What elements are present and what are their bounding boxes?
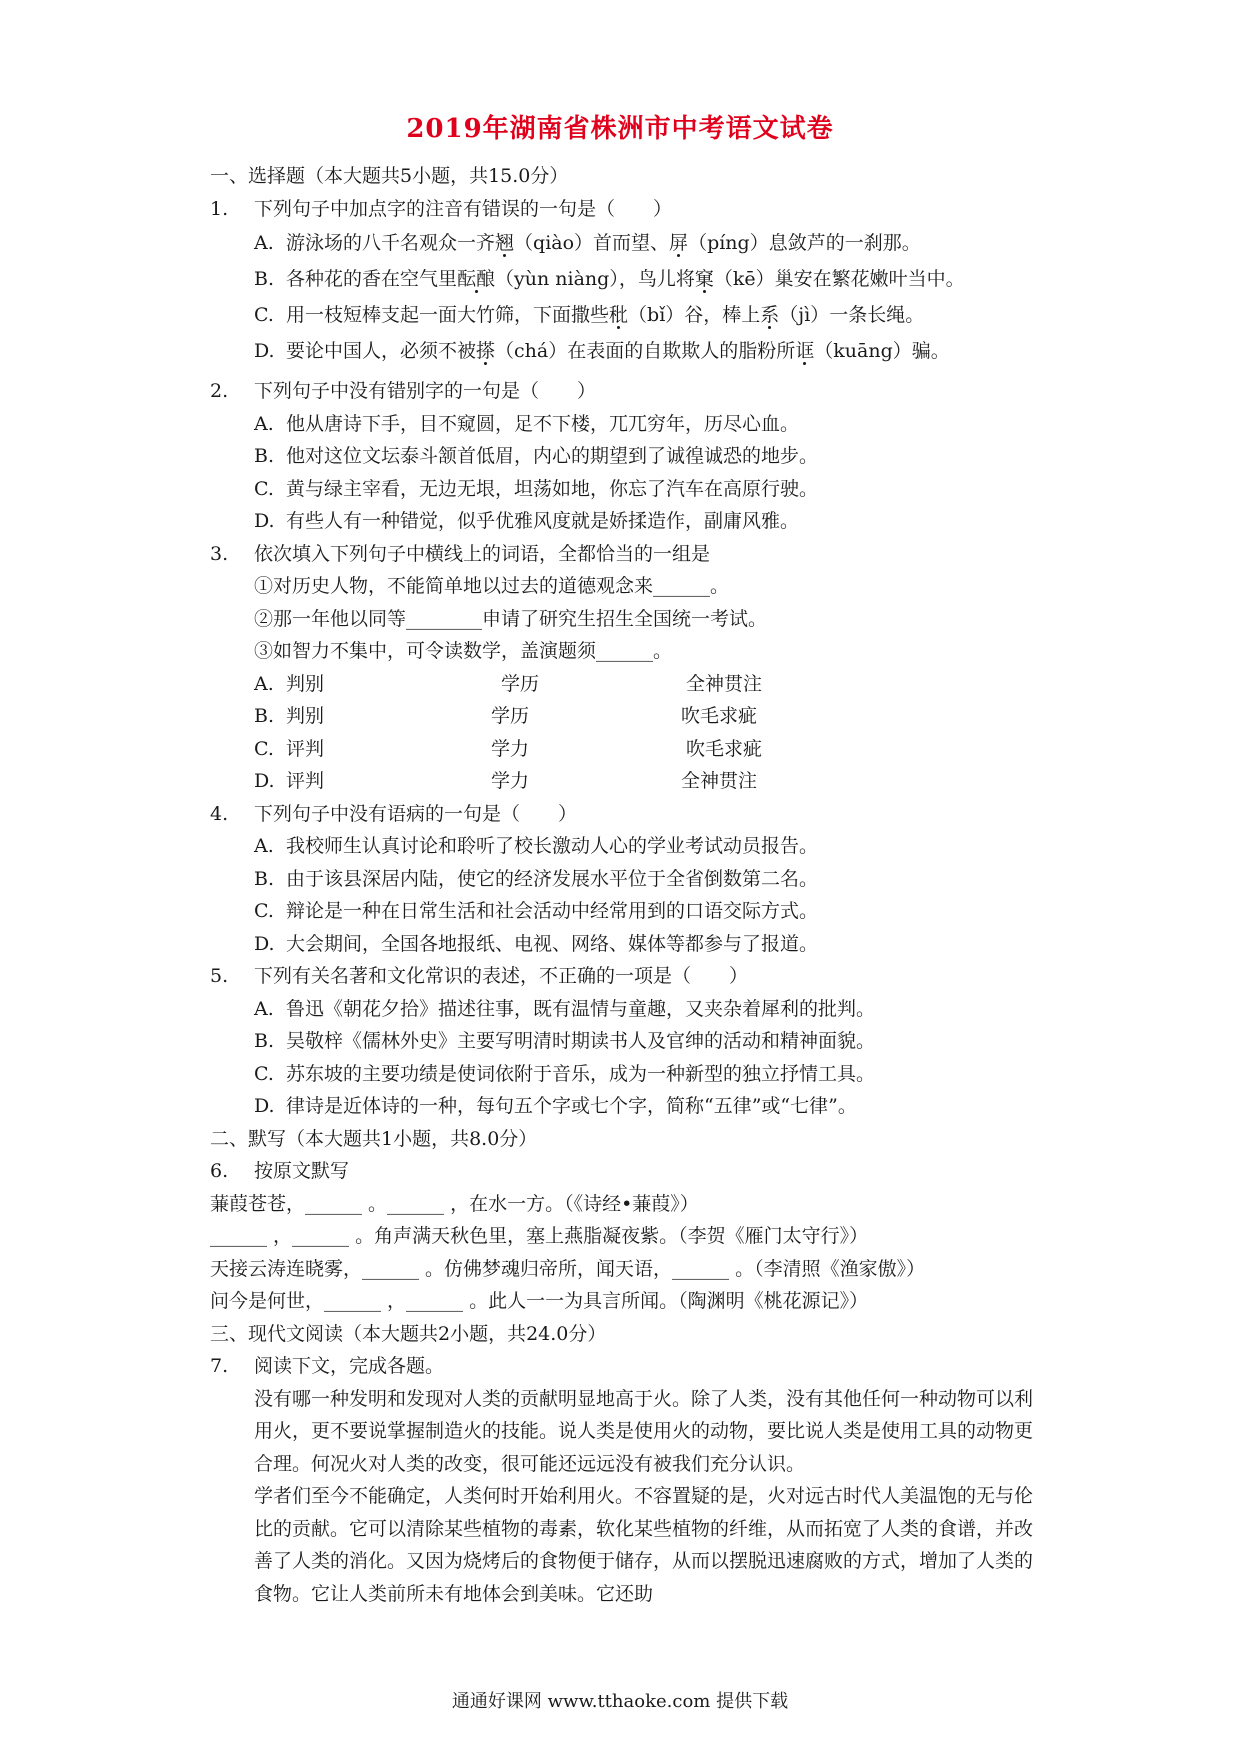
question-number: 6. bbox=[210, 1160, 229, 1182]
dotted-char: 系 bbox=[760, 304, 780, 326]
option-text: （yùn niàng），鸟儿将 bbox=[495, 268, 695, 290]
question-number: 1. bbox=[210, 197, 229, 220]
option-c bbox=[210, 733, 1050, 766]
question-4 bbox=[210, 798, 1050, 831]
dotted-char: 秕 bbox=[609, 304, 629, 326]
dotted-char: 窠 bbox=[694, 268, 714, 290]
option-letter: B. bbox=[254, 867, 275, 890]
section-heading-3: 三、现代文阅读（本大题共2小题，共24.0分） bbox=[210, 1322, 607, 1345]
option-text: 各种花的香在空气里 bbox=[286, 268, 458, 290]
option-a bbox=[210, 668, 1050, 701]
option-text: 他对这位文坛泰斗颔首低眉，内心的期望到了诚徨诚恐的地步。 bbox=[286, 445, 819, 467]
option-a bbox=[210, 830, 1050, 863]
option-word-1: 判别 bbox=[286, 672, 325, 695]
sub-sentence-1: ①对历史人物，不能简单地以过去的道德观念来______。 bbox=[254, 575, 730, 597]
option-word-3: 全神贯注 bbox=[681, 770, 758, 792]
question-stem: 阅读下文，完成各题。 bbox=[254, 1355, 445, 1377]
option-text: 吴敬梓《儒林外史》主要写明清时期读书人及官绅的活动和精神面貌。 bbox=[286, 1030, 876, 1052]
question-number: 2. bbox=[210, 380, 229, 402]
question-stem: 下列有关名著和文化常识的表述，不正确的一项是（ ） bbox=[254, 965, 749, 987]
option-letter: B. bbox=[254, 1030, 275, 1052]
option-letter: A. bbox=[254, 835, 274, 857]
option-a bbox=[210, 408, 1050, 441]
option-b bbox=[210, 261, 1050, 297]
page-title: 2019年湖南省株洲市中考语文试卷 bbox=[406, 114, 834, 144]
option-text: 游泳场的八千名观众一齐 bbox=[286, 232, 496, 254]
dotted-char: 酝酿 bbox=[457, 268, 496, 290]
question-stem: 依次填入下列句子中横线上的词语，全都恰当的一组是 bbox=[254, 542, 711, 565]
page-footer: 通通好课网 www.tthaoke.com 提供下载 bbox=[451, 1691, 789, 1712]
dotted-char: 翘 bbox=[495, 232, 515, 254]
option-b bbox=[210, 700, 1050, 733]
option-text: 由于该县深居内陆，使它的经济发展水平位于全省倒数第二名。 bbox=[286, 867, 819, 890]
option-text: （chá）在表面的自欺欺人的脂粉所 bbox=[495, 340, 796, 362]
option-word-1: 评判 bbox=[286, 770, 325, 792]
option-letter: B. bbox=[254, 268, 275, 290]
option-word-3: 吹毛求疵 bbox=[681, 705, 758, 727]
dotted-char: 诓 bbox=[795, 340, 815, 362]
dotted-char: 搽 bbox=[476, 340, 496, 362]
option-letter: C. bbox=[254, 737, 274, 760]
section-heading-2: 二、默写（本大题共1小题，共8.0分） bbox=[210, 1127, 538, 1150]
option-text: 律诗是近体诗的一种，每句五个字或七个字，简称“五律”或“七律”。 bbox=[286, 1095, 857, 1117]
option-text: （píng）息敛芦的一刹那。 bbox=[688, 232, 921, 254]
option-letter: C. bbox=[254, 304, 274, 326]
option-a bbox=[210, 993, 1050, 1026]
option-text: 大会期间，全国各地报纸、电视、网络、媒体等都参与了报道。 bbox=[286, 932, 819, 955]
option-text: 我校师生认真讨论和聆听了校长激动人心的学业考试动员报告。 bbox=[286, 835, 819, 857]
option-letter: D. bbox=[254, 510, 275, 532]
option-b bbox=[210, 1025, 1050, 1058]
option-d bbox=[210, 1090, 1050, 1123]
option-text: 鲁迅《朝花夕拾》描述往事，既有温情与童趣，又夹杂着犀利的批判。 bbox=[286, 997, 876, 1020]
section-heading-1: 一、选择题（本大题共5小题，共15.0分） bbox=[210, 165, 569, 187]
option-word-1: 判别 bbox=[286, 705, 325, 727]
option-letter: B. bbox=[254, 445, 275, 467]
fill-line-2: ______ ，______ 。角声满天秋色里，塞上燕脂凝夜紫。（李贺《雁门太守行》） bbox=[210, 1225, 869, 1247]
option-text: （bǐ）谷，棒上 bbox=[628, 304, 761, 326]
option-word-3: 吹毛求疵 bbox=[686, 737, 763, 760]
passage-paragraph-1: 没有哪一种发明和发现对人类的贡献明显地高于火。除了人类，没有其他任何一种动物可以利用火，更不要说掌握制造火的技能。说人类是使用火的动物，要比说人类是使用工具的动物更合理。何况火对人类的改变，很可能还远远没有被我们充分认识。 bbox=[254, 1387, 1034, 1475]
question-5 bbox=[210, 960, 1050, 993]
option-letter: D. bbox=[254, 770, 275, 792]
question-2 bbox=[210, 375, 1050, 408]
fill-line-3: 天接云涛连晓雾，______ 。仿佛梦魂归帝所，闻天语，______ 。（李清照《渔家傲》） bbox=[210, 1257, 926, 1280]
option-d bbox=[210, 928, 1050, 961]
option-c bbox=[210, 895, 1050, 928]
option-text: 辩论是一种在日常生活和社会活动中经常用到的口语交际方式。 bbox=[286, 900, 819, 922]
option-word-2: 学历 bbox=[501, 672, 540, 695]
option-letter: A. bbox=[254, 997, 274, 1020]
question-number: 5. bbox=[210, 965, 229, 987]
question-7 bbox=[210, 1350, 1050, 1383]
question-number: 4. bbox=[210, 802, 229, 825]
question-6 bbox=[210, 1155, 1050, 1188]
option-text: 用一枝短棒支起一面大竹筛，下面撒些 bbox=[286, 304, 610, 326]
question-number: 3. bbox=[210, 542, 229, 565]
question-stem: 下列句子中没有错别字的一句是（ ） bbox=[254, 380, 597, 402]
option-text: 黄与绿主宰看，无边无垠，坦荡如地，你忘了汽车在高原行驶。 bbox=[286, 477, 819, 500]
fill-line-1: 蒹葭苍苍，______ 。______ ，在水一方。（《诗经•蒹葭》） bbox=[210, 1192, 699, 1215]
option-letter: A. bbox=[254, 232, 274, 254]
question-3 bbox=[210, 538, 1050, 571]
option-word-1: 评判 bbox=[286, 737, 325, 760]
passage-paragraph-2: 学者们至今不能确定，人类何时开始利用火。不容置疑的是，火对远古时代人美温饱的无与伦比的贡献。它可以清除某些植物的毒素，软化某些植物的纤维，从而拓宽了人类的食谱，并改善了人类的消化。又因为烧烤后的食物便于储存，从而以摆脱迅速腐败的方式，增加了人类的食物。它让人类前所未有地体会到美味。它还助 bbox=[254, 1485, 1034, 1605]
option-letter: D. bbox=[254, 340, 275, 362]
sub-sentence-2: ②那一年他以同等________申请了研究生招生全国统一考试。 bbox=[254, 607, 768, 630]
option-word-2: 学力 bbox=[491, 737, 530, 760]
option-c bbox=[210, 1058, 1050, 1091]
question-number: 7. bbox=[210, 1355, 229, 1377]
question-1 bbox=[210, 193, 1050, 226]
option-letter: A. bbox=[254, 412, 274, 435]
option-d bbox=[210, 333, 1050, 369]
question-stem: 下列句子中加点字的注音有错误的一句是（ ） bbox=[254, 197, 673, 220]
option-text: （qiào）首而望、 bbox=[514, 232, 670, 254]
option-c bbox=[210, 473, 1050, 506]
option-word-3: 全神贯注 bbox=[686, 672, 763, 695]
option-letter: D. bbox=[254, 1095, 275, 1117]
dotted-char: 屏 bbox=[669, 232, 689, 254]
question-stem: 下列句子中没有语病的一句是（ ） bbox=[254, 802, 578, 825]
option-letter: D. bbox=[254, 932, 275, 955]
option-letter: C. bbox=[254, 900, 274, 922]
option-text: （jì）一条长绳。 bbox=[779, 304, 925, 326]
fill-line-4: 问今是何世，______ ，______ 。此人一一为具言所闻。（陶渊明《桃花源记》） bbox=[210, 1290, 869, 1312]
option-word-2: 学历 bbox=[491, 705, 530, 727]
option-letter: C. bbox=[254, 1062, 274, 1085]
option-text: 苏东坡的主要功绩是使词依附于音乐，成为一种新型的独立抒情工具。 bbox=[286, 1062, 876, 1085]
option-text: 要论中国人，必须不被 bbox=[286, 340, 477, 362]
option-c bbox=[210, 297, 1050, 333]
option-letter: B. bbox=[254, 705, 275, 727]
option-text: 有些人有一种错觉，似乎优雅风度就是娇揉造作，副庸风雅。 bbox=[286, 510, 800, 532]
option-letter: C. bbox=[254, 477, 274, 500]
option-b bbox=[210, 440, 1050, 473]
question-stem: 按原文默写 bbox=[254, 1160, 350, 1182]
option-d bbox=[210, 505, 1050, 538]
option-letter: A. bbox=[254, 672, 274, 695]
option-word-2: 学力 bbox=[491, 770, 530, 792]
option-text: （kē）巢安在繁花嫩叶当中。 bbox=[713, 268, 965, 290]
option-text: （kuāng）骗。 bbox=[814, 340, 950, 362]
option-b bbox=[210, 863, 1050, 896]
option-d bbox=[210, 765, 1050, 798]
option-a bbox=[210, 225, 1050, 261]
sub-sentence-3: ③如智力不集中，可令读数学，盖演题须______。 bbox=[254, 640, 673, 662]
option-text: 他从唐诗下手，目不窥圆，足不下楼，兀兀穷年，历尽心血。 bbox=[286, 412, 800, 435]
exam-content bbox=[210, 160, 1050, 1610]
